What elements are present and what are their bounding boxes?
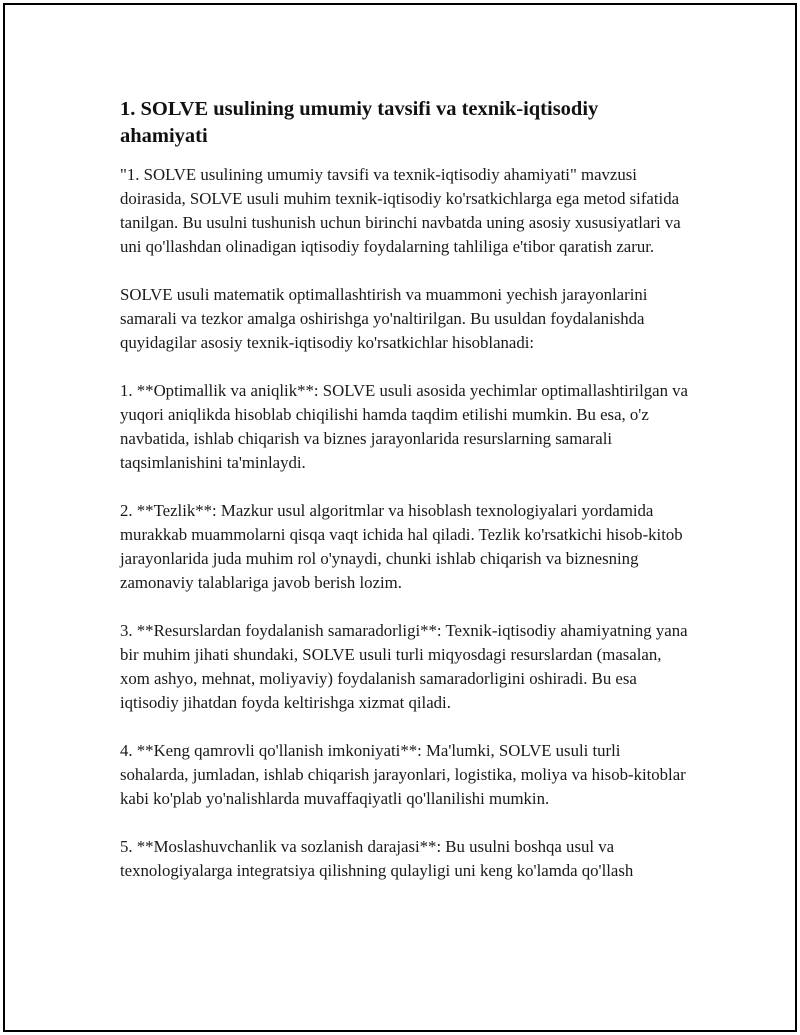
list-item-flexibility: 5. **Moslashuvchanlik va sozlanish darajasi**: Bu usulni boshqa usul va texnologiyalarga integratsiya qilishning qulayligi uni keng ko'lamda qo'llash	[120, 837, 634, 880]
list-item-resource-efficiency: 3. **Resurslardan foydalanish samaradorligi**: Texnik-iqtisodiy ahamiyatning yana bir muhim jihati shundaki, SOLVE usuli turli miqyosdagi resurslardan (masalan, xom ashyo, mehnat, moliyaviy) foydalanish samaradorligini oshiradi. Bu esa iqtisodiy jihatdan foyda keltirishga xizmat qiladi.	[120, 621, 688, 712]
list-item-optimality: 1. **Optimallik va aniqlik**: SOLVE usuli asosida yechimlar optimallashtirilgan va yuqori aniqlikda hisoblab chiqilishi hamda taqdim etilishi mumkin. Bu esa, o'z navbatida, ishlab chiqarish va biznes jarayonlarida resurslarning samarali taqsimlanishini ta'minlaydi.	[120, 381, 688, 472]
section-heading: 1. SOLVE usulining umumiy tavsifi va texnik-iqtisodiy ahamiyati	[120, 98, 599, 147]
intro-paragraph: "1. SOLVE usulining umumiy tavsifi va texnik-iqtisodiy ahamiyati" mavzusi doirasida, SOLVE usuli muhim texnik-iqtisodiy ko'rsatkichlarga ega metod sifatida tanilgan. Bu usulni tushunish uchun birinchi navbatda uning asosiy xususiyatlari va uni qo'llashdan olinadigan iqtisodiy foydalarning tahliliga e'tibor qaratish zarur.	[120, 165, 681, 256]
list-item-speed: 2. **Tezlik**: Mazkur usul algoritmlar va hisoblash texnologiyalari yordamida murakkab muammolarni qisqa vaqt ichida hal qiladi. Tezlik ko'rsatkichi hisob-kitob jarayonlarida juda muhim rol o'ynaydi, chunki ishlab chiqarish va biznesning zamonaviy talablariga javob berish lozim.	[120, 501, 683, 592]
document-body	[120, 96, 690, 907]
page-frame	[3, 3, 797, 1032]
list-item-broad-applicability: 4. **Keng qamrovli qo'llanish imkoniyati**: Ma'lumki, SOLVE usuli turli sohalarda, jumladan, ishlab chiqarish jarayonlari, logistika, moliya va hisob-kitoblar kabi ko'plab yo'nalishlarda muvaffaqiyatli qo'llanilishi mumkin.	[120, 741, 686, 808]
method-paragraph: SOLVE usuli matematik optimallashtirish va muammoni yechish jarayonlarini samarali va tezkor amalga oshirishga yo'naltirilgan. Bu usuldan foydalanishda quyidagilar asosiy texnik-iqtisodiy ko'rsatkichlar hisoblanadi:	[120, 285, 648, 352]
